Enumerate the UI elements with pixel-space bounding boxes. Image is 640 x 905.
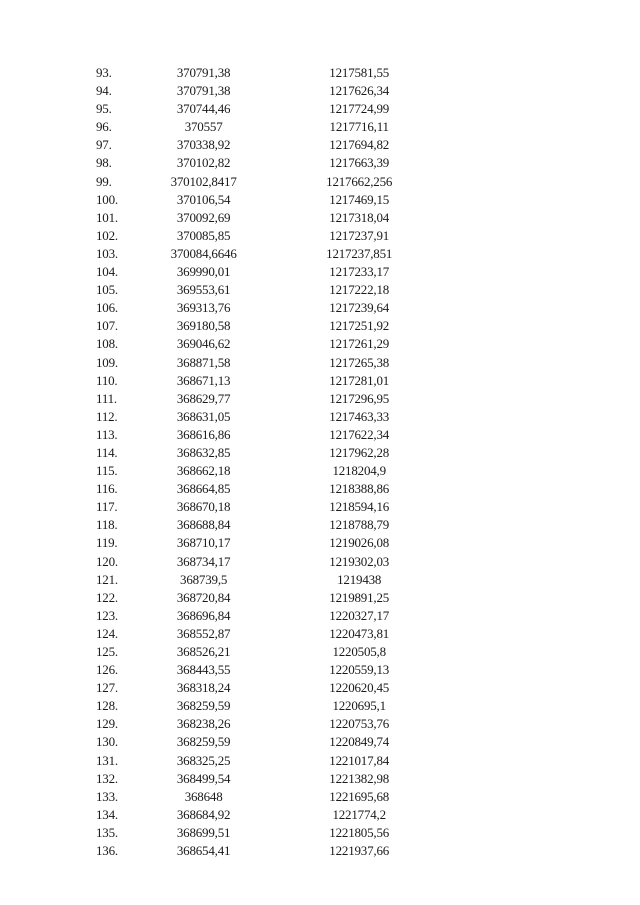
table-row <box>96 335 436 353</box>
point-number-cell: 124. <box>96 625 118 641</box>
x-coordinate-cell: 368648 <box>184 788 223 804</box>
x-coordinate-cell: 368720,84 <box>176 589 231 605</box>
y-coordinate-cell: 1220753,76 <box>329 716 390 732</box>
table-row <box>96 607 436 625</box>
point-number-cell: 135. <box>96 824 118 840</box>
y-coordinate-cell: 1221695,68 <box>329 788 390 804</box>
point-number-cell: 120. <box>96 553 118 569</box>
x-coordinate-cell: 368684,92 <box>176 806 231 822</box>
table-row <box>96 136 436 154</box>
table-row <box>96 263 436 281</box>
point-number-cell: 101. <box>96 209 118 225</box>
point-number-cell: 104. <box>96 264 118 280</box>
y-coordinate-cell: 1218788,79 <box>329 517 390 533</box>
table-row <box>96 625 436 643</box>
table-row <box>96 372 436 390</box>
table-row <box>96 444 436 462</box>
table-row <box>96 498 436 516</box>
y-coordinate-cell: 1217469,15 <box>329 191 390 207</box>
point-number-cell: 118. <box>96 517 118 533</box>
point-number-cell: 112. <box>96 408 118 424</box>
x-coordinate-cell: 368688,84 <box>176 517 231 533</box>
y-coordinate-cell: 1217622,34 <box>329 426 390 442</box>
x-coordinate-cell: 368734,17 <box>176 553 231 569</box>
point-number-cell: 102. <box>96 227 118 243</box>
x-coordinate-cell: 370791,38 <box>176 65 231 80</box>
y-coordinate-cell: 1221774,2 <box>332 806 386 822</box>
y-coordinate-cell: 1217724,99 <box>329 101 390 117</box>
table-row <box>96 100 436 118</box>
y-coordinate-cell: 1220473,81 <box>329 625 390 641</box>
x-coordinate-cell: 369046,62 <box>176 336 231 352</box>
x-coordinate-cell: 370106,54 <box>176 191 231 207</box>
table-row <box>96 154 436 172</box>
x-coordinate-cell: 368259,59 <box>176 698 231 714</box>
table-row <box>96 752 436 770</box>
x-coordinate-cell: 368631,05 <box>176 408 231 424</box>
y-coordinate-cell: 1219891,25 <box>329 589 390 605</box>
table-row <box>96 173 436 191</box>
y-coordinate-cell: 1220505,8 <box>332 644 386 659</box>
point-number-cell: 93. <box>96 65 112 80</box>
table-row <box>96 245 436 263</box>
point-number-cell: 97. <box>96 137 112 153</box>
x-coordinate-cell: 370085,85 <box>176 227 231 243</box>
y-coordinate-cell: 1218204,9 <box>332 463 386 479</box>
point-number-cell: 115. <box>96 463 118 479</box>
x-coordinate-cell: 368662,18 <box>176 463 231 479</box>
point-number-cell: 100. <box>96 191 118 207</box>
table-row <box>96 661 436 679</box>
point-number-cell: 133. <box>96 788 118 804</box>
x-coordinate-cell: 368710,17 <box>176 535 231 551</box>
table-row <box>96 697 436 715</box>
x-coordinate-cell: 368739,5 <box>180 571 228 587</box>
x-coordinate-cell: 369313,76 <box>176 300 231 316</box>
point-number-cell: 96. <box>96 119 112 135</box>
point-number-cell: 99. <box>96 173 112 189</box>
point-number-cell: 122. <box>96 589 118 605</box>
y-coordinate-cell: 1220559,13 <box>329 662 390 678</box>
x-coordinate-cell: 370557 <box>184 119 223 135</box>
y-coordinate-cell: 1217463,33 <box>329 408 390 424</box>
y-coordinate-cell: 1217663,39 <box>329 155 390 171</box>
x-coordinate-cell: 368499,54 <box>176 770 231 786</box>
y-coordinate-cell: 1220695,1 <box>332 698 386 714</box>
point-number-cell: 130. <box>96 734 118 750</box>
point-number-cell: 113. <box>96 426 118 442</box>
x-coordinate-cell: 370084,6646 <box>170 245 237 261</box>
y-coordinate-cell: 1217281,01 <box>329 372 390 388</box>
x-coordinate-cell: 370338,92 <box>176 137 231 153</box>
y-coordinate-cell: 1217694,82 <box>329 137 390 153</box>
point-number-cell: 128. <box>96 698 118 714</box>
y-coordinate-cell: 1217581,55 <box>329 65 390 80</box>
point-number-cell: 136. <box>96 843 118 859</box>
point-number-cell: 114. <box>96 444 118 460</box>
y-coordinate-cell: 1218388,86 <box>329 481 390 497</box>
table-row <box>96 824 436 842</box>
point-number-cell: 103. <box>96 245 118 261</box>
x-coordinate-cell: 368632,85 <box>176 444 231 460</box>
table-row <box>96 82 436 100</box>
y-coordinate-cell: 1217265,38 <box>329 354 390 370</box>
table-row <box>96 426 436 444</box>
y-coordinate-cell: 1221382,98 <box>329 770 390 786</box>
point-number-cell: 123. <box>96 607 118 623</box>
point-number-cell: 132. <box>96 770 118 786</box>
x-coordinate-cell: 369553,61 <box>176 282 231 298</box>
point-number-cell: 98. <box>96 155 112 171</box>
x-coordinate-cell: 370102,82 <box>176 155 231 171</box>
x-coordinate-cell: 368696,84 <box>176 607 231 623</box>
table-row <box>96 534 436 552</box>
point-number-cell: 131. <box>96 752 118 768</box>
point-number-cell: 110. <box>96 372 118 388</box>
y-coordinate-cell: 1217318,04 <box>329 209 390 225</box>
table-row <box>96 354 436 372</box>
point-number-cell: 129. <box>96 716 118 732</box>
table-row <box>96 299 436 317</box>
y-coordinate-cell: 1218594,16 <box>329 499 390 515</box>
table-row <box>96 480 436 498</box>
x-coordinate-cell: 368871,58 <box>176 354 231 370</box>
y-coordinate-cell: 1219438 <box>337 571 382 587</box>
table-row <box>96 679 436 697</box>
table-row <box>96 770 436 788</box>
point-number-cell: 108. <box>96 336 118 352</box>
table-row <box>96 227 436 245</box>
y-coordinate-cell: 1217222,18 <box>329 282 390 298</box>
point-number-cell: 107. <box>96 318 118 334</box>
y-coordinate-cell: 1221937,66 <box>329 843 390 859</box>
x-coordinate-cell: 368671,13 <box>176 372 231 388</box>
table-row <box>96 209 436 227</box>
x-coordinate-cell: 368318,24 <box>176 680 231 696</box>
table-row <box>96 715 436 733</box>
x-coordinate-cell: 368552,87 <box>176 625 231 641</box>
table-row <box>96 118 436 136</box>
x-coordinate-cell: 368526,21 <box>176 644 231 659</box>
table-row <box>96 788 436 806</box>
point-number-cell: 106. <box>96 300 118 316</box>
x-coordinate-cell: 368259,59 <box>176 734 231 750</box>
table-row <box>96 733 436 751</box>
x-coordinate-cell: 370744,46 <box>176 101 231 117</box>
y-coordinate-cell: 1217261,29 <box>329 336 390 352</box>
table-row <box>96 317 436 335</box>
y-coordinate-cell: 1220849,74 <box>329 734 390 750</box>
y-coordinate-cell: 1219026,08 <box>329 535 390 551</box>
point-number-cell: 116. <box>96 481 118 497</box>
x-coordinate-cell: 368629,77 <box>176 390 231 406</box>
y-coordinate-cell: 1217251,92 <box>329 318 390 334</box>
y-coordinate-cell: 1217962,28 <box>329 444 390 460</box>
point-number-cell: 126. <box>96 662 118 678</box>
x-coordinate-cell: 369180,58 <box>176 318 231 334</box>
table-row <box>96 806 436 824</box>
y-coordinate-cell: 1217716,11 <box>329 119 389 135</box>
x-coordinate-cell: 368699,51 <box>176 824 231 840</box>
x-coordinate-cell: 368238,26 <box>176 716 231 732</box>
y-coordinate-cell: 1221017,84 <box>329 752 390 768</box>
y-coordinate-cell: 1217239,64 <box>329 300 390 316</box>
point-number-cell: 127. <box>96 680 118 696</box>
y-coordinate-cell: 1217237,91 <box>329 227 390 243</box>
point-number-cell: 95. <box>96 101 112 117</box>
point-number-cell: 117. <box>96 499 118 515</box>
table-row <box>96 589 436 607</box>
y-coordinate-cell: 1220620,45 <box>329 680 390 696</box>
table-row <box>96 516 436 534</box>
y-coordinate-cell: 1217626,34 <box>329 83 390 99</box>
table-row <box>96 408 436 426</box>
table-row <box>96 553 436 571</box>
table-row <box>96 281 436 299</box>
x-coordinate-cell: 368443,55 <box>176 662 231 678</box>
table-row <box>96 462 436 480</box>
y-coordinate-cell: 1221805,56 <box>329 824 390 840</box>
y-coordinate-cell: 1217296,95 <box>329 390 390 406</box>
x-coordinate-cell: 368664,85 <box>176 481 231 497</box>
table-row <box>96 191 436 209</box>
point-number-cell: 111. <box>96 390 117 406</box>
point-number-cell: 119. <box>96 535 118 551</box>
y-coordinate-cell: 1219302,03 <box>329 553 390 569</box>
y-coordinate-cell: 1220327,17 <box>329 607 390 623</box>
table-row <box>96 390 436 408</box>
table-row <box>96 842 436 860</box>
x-coordinate-cell: 368325,25 <box>176 752 231 768</box>
point-number-cell: 121. <box>96 571 118 587</box>
coordinate-table <box>96 64 436 860</box>
x-coordinate-cell: 369990,01 <box>176 264 231 280</box>
x-coordinate-cell: 368616,86 <box>176 426 231 442</box>
y-coordinate-cell: 1217237,851 <box>326 245 393 261</box>
point-number-cell: 94. <box>96 83 112 99</box>
table-row <box>96 571 436 589</box>
point-number-cell: 105. <box>96 282 118 298</box>
table-row <box>96 643 436 661</box>
x-coordinate-cell: 368654,41 <box>176 843 231 859</box>
y-coordinate-cell: 1217233,17 <box>329 264 390 280</box>
table-row <box>96 64 436 82</box>
x-coordinate-cell: 368670,18 <box>176 499 231 515</box>
y-coordinate-cell: 1217662,256 <box>326 173 393 189</box>
point-number-cell: 125. <box>96 644 118 659</box>
x-coordinate-cell: 370102,8417 <box>170 173 237 189</box>
point-number-cell: 134. <box>96 806 118 822</box>
x-coordinate-cell: 370791,38 <box>176 83 231 99</box>
point-number-cell: 109. <box>96 354 118 370</box>
x-coordinate-cell: 370092,69 <box>176 209 231 225</box>
